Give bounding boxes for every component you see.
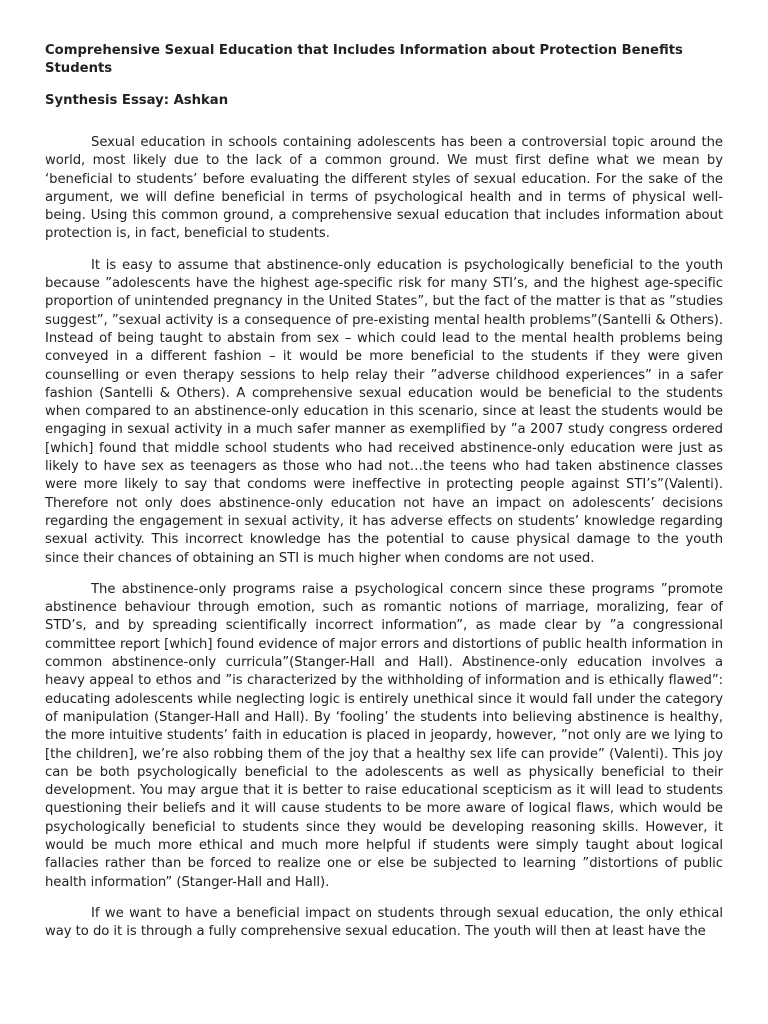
paragraph-2: It is easy to assume that abstinence-only education is psychologically beneficial to the youth because ”adolescents have the highest age-specific risk for many STI’s, and the highest age-specific proportion of unintended pregnancy in the United States”, but the fact of the matter is that as ”studies suggest”, ”sexual activity is a consequence of pre-existing mental health problems”(Santelli & Others). Instead of being taught to abstain from sex – which could lead to the mental health problems being conveyed in a different fashion – it would be more beneficial to the students if they were given counselling or even therapy sessions to help relay their ”adverse childhood experiences” in a safer fashion (Santelli & Others). A comprehensive sexual education would be beneficial to the students when compared to an abstinence-only education in this scenario, since at least the students would be engaging in sexual activity in a much safer manner as exemplified by ”a 2007 study congress ordered [which] found that middle school students who had received abstinence-only education were just as likely to have sex as teenagers as those who had not…the teens who had taken abstinence classes were more likely to say that condoms were ineffective in protecting people against STI’s”(Valenti). Therefore not only does abstinence-only education not have an impact on adolescents’ decisions regarding the engagement in sexual activity, it has adverse effects on students’ knowledge regarding sexual activity. This incorrect knowledge has the potential to cause physical damage to the youth since their chances of obtaining an STI is much higher when condoms are not used. [45,257,723,566]
document-page [45,42,723,954]
paragraph-1: Sexual education in schools containing adolescents has been a controversial topic around the world, most likely due to the lack of a common ground. We must first define what we mean by ‘beneficial to students’ before evaluating the different styles of sexual education. For the sake of the argument, we will define beneficial in terms of psychological health and in terms of physical well-being. Using this common ground, a comprehensive sexual education that includes information about protection is, in fact, beneficial to students. [45,135,723,242]
essay-body [45,134,723,941]
paragraph-4: If we want to have a beneficial impact on students through sexual education, the only ethical way to do it is through a fully comprehensive sexual education. The youth will then at least have the [45,905,723,940]
essay-title: Comprehensive Sexual Education that Includes Information about Protection Benefits Students [45,43,683,76]
essay-subtitle: Synthesis Essay: Ashkan [45,93,229,108]
paragraph-3: The abstinence-only programs raise a psychological concern since these programs ”promote abstinence behaviour through emotion, such as romantic notions of marriage, moralizing, fear of STD’s, and by spreading scientifically incorrect information”, as made clear by ”a congressional committee report [which] found evidence of major errors and distortions of public health information in common abstinence-only curricula”(Stanger-Hall and Hall). Abstinence-only education involves a heavy appeal to ethos and ”is characterized by the withholding of information and is ethically flawed”: educating adolescents while neglecting logic is entirely unethical since it would fall under the category of manipulation (Stanger-Hall and Hall). By ‘fooling’ the students into believing abstinence is healthy, the more intuitive students’ faith in education is placed in jeopardy, however, ”not only are we lying to [the children], we’re also robbing them of the joy that a healthy sex life can provide” (Valenti). This joy can be both psychologically beneficial to the adolescents as well as physically beneficial to their development. You may argue that it is better to raise educational scepticism as it will lead to students questioning their beliefs and it will cause students to be more aware of logical flaws, which would be psychologically beneficial to students since they would be developing reasoning skills. However, it would be much more ethical and much more helpful if students were simply taught about logical fallacies rather than be forced to realize one or else be subjected to learning ”distortions of public health information” (Stanger-Hall and Hall). [45,581,723,890]
